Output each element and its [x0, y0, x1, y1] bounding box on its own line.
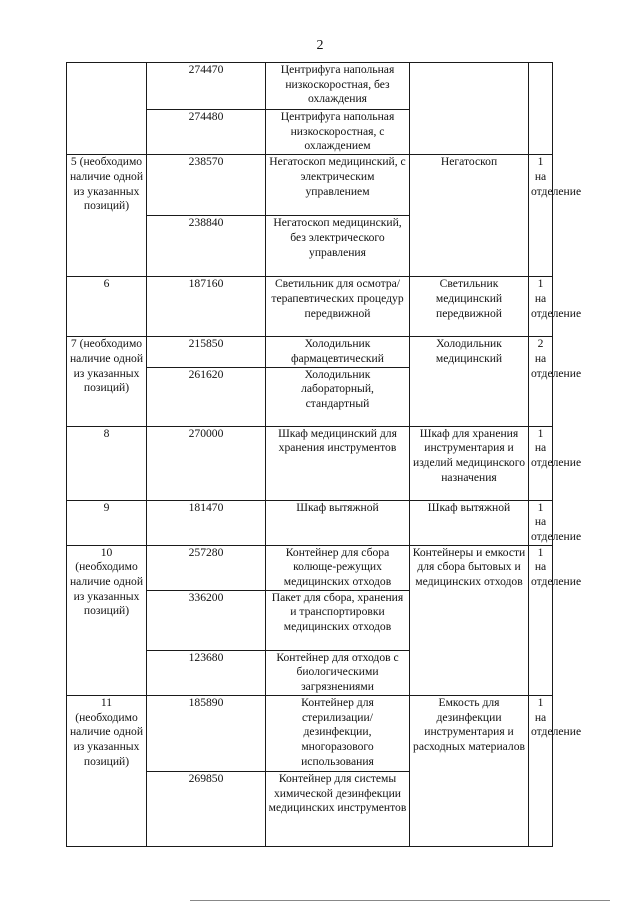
equipment-table — [66, 62, 582, 847]
name-cell: Центрифуга напольная низкоскоростная, с охлаждением — [266, 110, 410, 155]
name-cell: Шкаф вытяжной — [266, 500, 410, 545]
table-row — [67, 545, 553, 590]
table-row — [67, 426, 553, 500]
table-row — [67, 337, 553, 367]
row-number-cell: 5 (необходимо наличие одной из указанных позиций) — [67, 155, 147, 277]
name-cell: Светильник для осмотра/ терапевтических процедур передвижной — [266, 277, 410, 337]
code-cell: 181470 — [147, 500, 266, 545]
row-number-cell: 6 — [67, 277, 147, 337]
scan-artifact-line — [190, 900, 610, 901]
row-number-cell: 10 (необходимо наличие одной из указанных позиций) — [67, 545, 147, 695]
name-cell: Контейнер для отходов с биологическими загрязнениями — [266, 650, 410, 695]
code-cell: 238570 — [147, 155, 266, 216]
name-cell: Контейнер для стерилизации/ дезинфекции, многоразового использования — [266, 695, 410, 771]
qty-cell: 1 на отделение — [529, 277, 553, 337]
code-cell: 274470 — [147, 63, 266, 110]
table-row — [67, 277, 553, 337]
name-cell: Контейнер для системы химической дезинфекции медицинских инструментов — [266, 771, 410, 846]
name-cell: Негатоскоп медицинский, с электрическим управлением — [266, 155, 410, 216]
qty-cell: 1 на отделение — [529, 545, 553, 695]
code-cell: 123680 — [147, 650, 266, 695]
name-cell: Негатоскоп медицинский, без электрического управления — [266, 216, 410, 277]
type-cell: Шкаф для хранения инструментария и изделий медицинского назначения — [410, 426, 529, 500]
qty-cell — [529, 63, 553, 155]
code-cell: 270000 — [147, 426, 266, 500]
type-cell: Светильник медицинский передвижной — [410, 277, 529, 337]
row-number-cell: 9 — [67, 500, 147, 545]
name-cell: Шкаф медицинский для хранения инструментов — [266, 426, 410, 500]
row-number-cell: 11 (необходимо наличие одной из указанных позиций) — [67, 695, 147, 846]
code-cell: 269850 — [147, 771, 266, 846]
code-cell: 238840 — [147, 216, 266, 277]
type-cell: Холодильник медицинский — [410, 337, 529, 426]
qty-cell: 1 на отделение — [529, 155, 553, 277]
page-number: 2 — [316, 38, 324, 53]
code-cell: 187160 — [147, 277, 266, 337]
table-row — [67, 695, 553, 771]
code-cell: 185890 — [147, 695, 266, 771]
code-cell: 336200 — [147, 590, 266, 650]
qty-cell: 1 на отделение — [529, 695, 553, 846]
code-cell: 261620 — [147, 367, 266, 426]
name-cell: Пакет для сбора, хранения и транспортировки медицинских отходов — [266, 590, 410, 650]
name-cell: Холодильник лабораторный, стандартный — [266, 367, 410, 426]
type-cell — [410, 63, 529, 155]
table-row — [67, 63, 553, 110]
code-cell: 257280 — [147, 545, 266, 590]
name-cell: Холодильник фармацевтический — [266, 337, 410, 367]
row-number-cell — [67, 63, 147, 155]
qty-cell: 1 на отделение — [529, 500, 553, 545]
type-cell: Контейнеры и емкости для сбора бытовых и медицинских отходов — [410, 545, 529, 695]
type-cell: Емкость для дезинфекции инструментария и расходных материалов — [410, 695, 529, 846]
table-row — [67, 500, 553, 545]
code-cell: 274480 — [147, 110, 266, 155]
code-cell: 215850 — [147, 337, 266, 367]
type-cell: Шкаф вытяжной — [410, 500, 529, 545]
row-number-cell: 7 (необходимо наличие одной из указанных позиций) — [67, 337, 147, 426]
name-cell: Контейнер для сбора колюще-режущих медицинских отходов — [266, 545, 410, 590]
name-cell: Центрифуга напольная низкоскоростная, без охлаждения — [266, 63, 410, 110]
row-number-cell: 8 — [67, 426, 147, 500]
table-row — [67, 155, 553, 216]
type-cell: Негатоскоп — [410, 155, 529, 277]
qty-cell: 2 на отделение — [529, 337, 553, 426]
qty-cell: 1 на отделение — [529, 426, 553, 500]
